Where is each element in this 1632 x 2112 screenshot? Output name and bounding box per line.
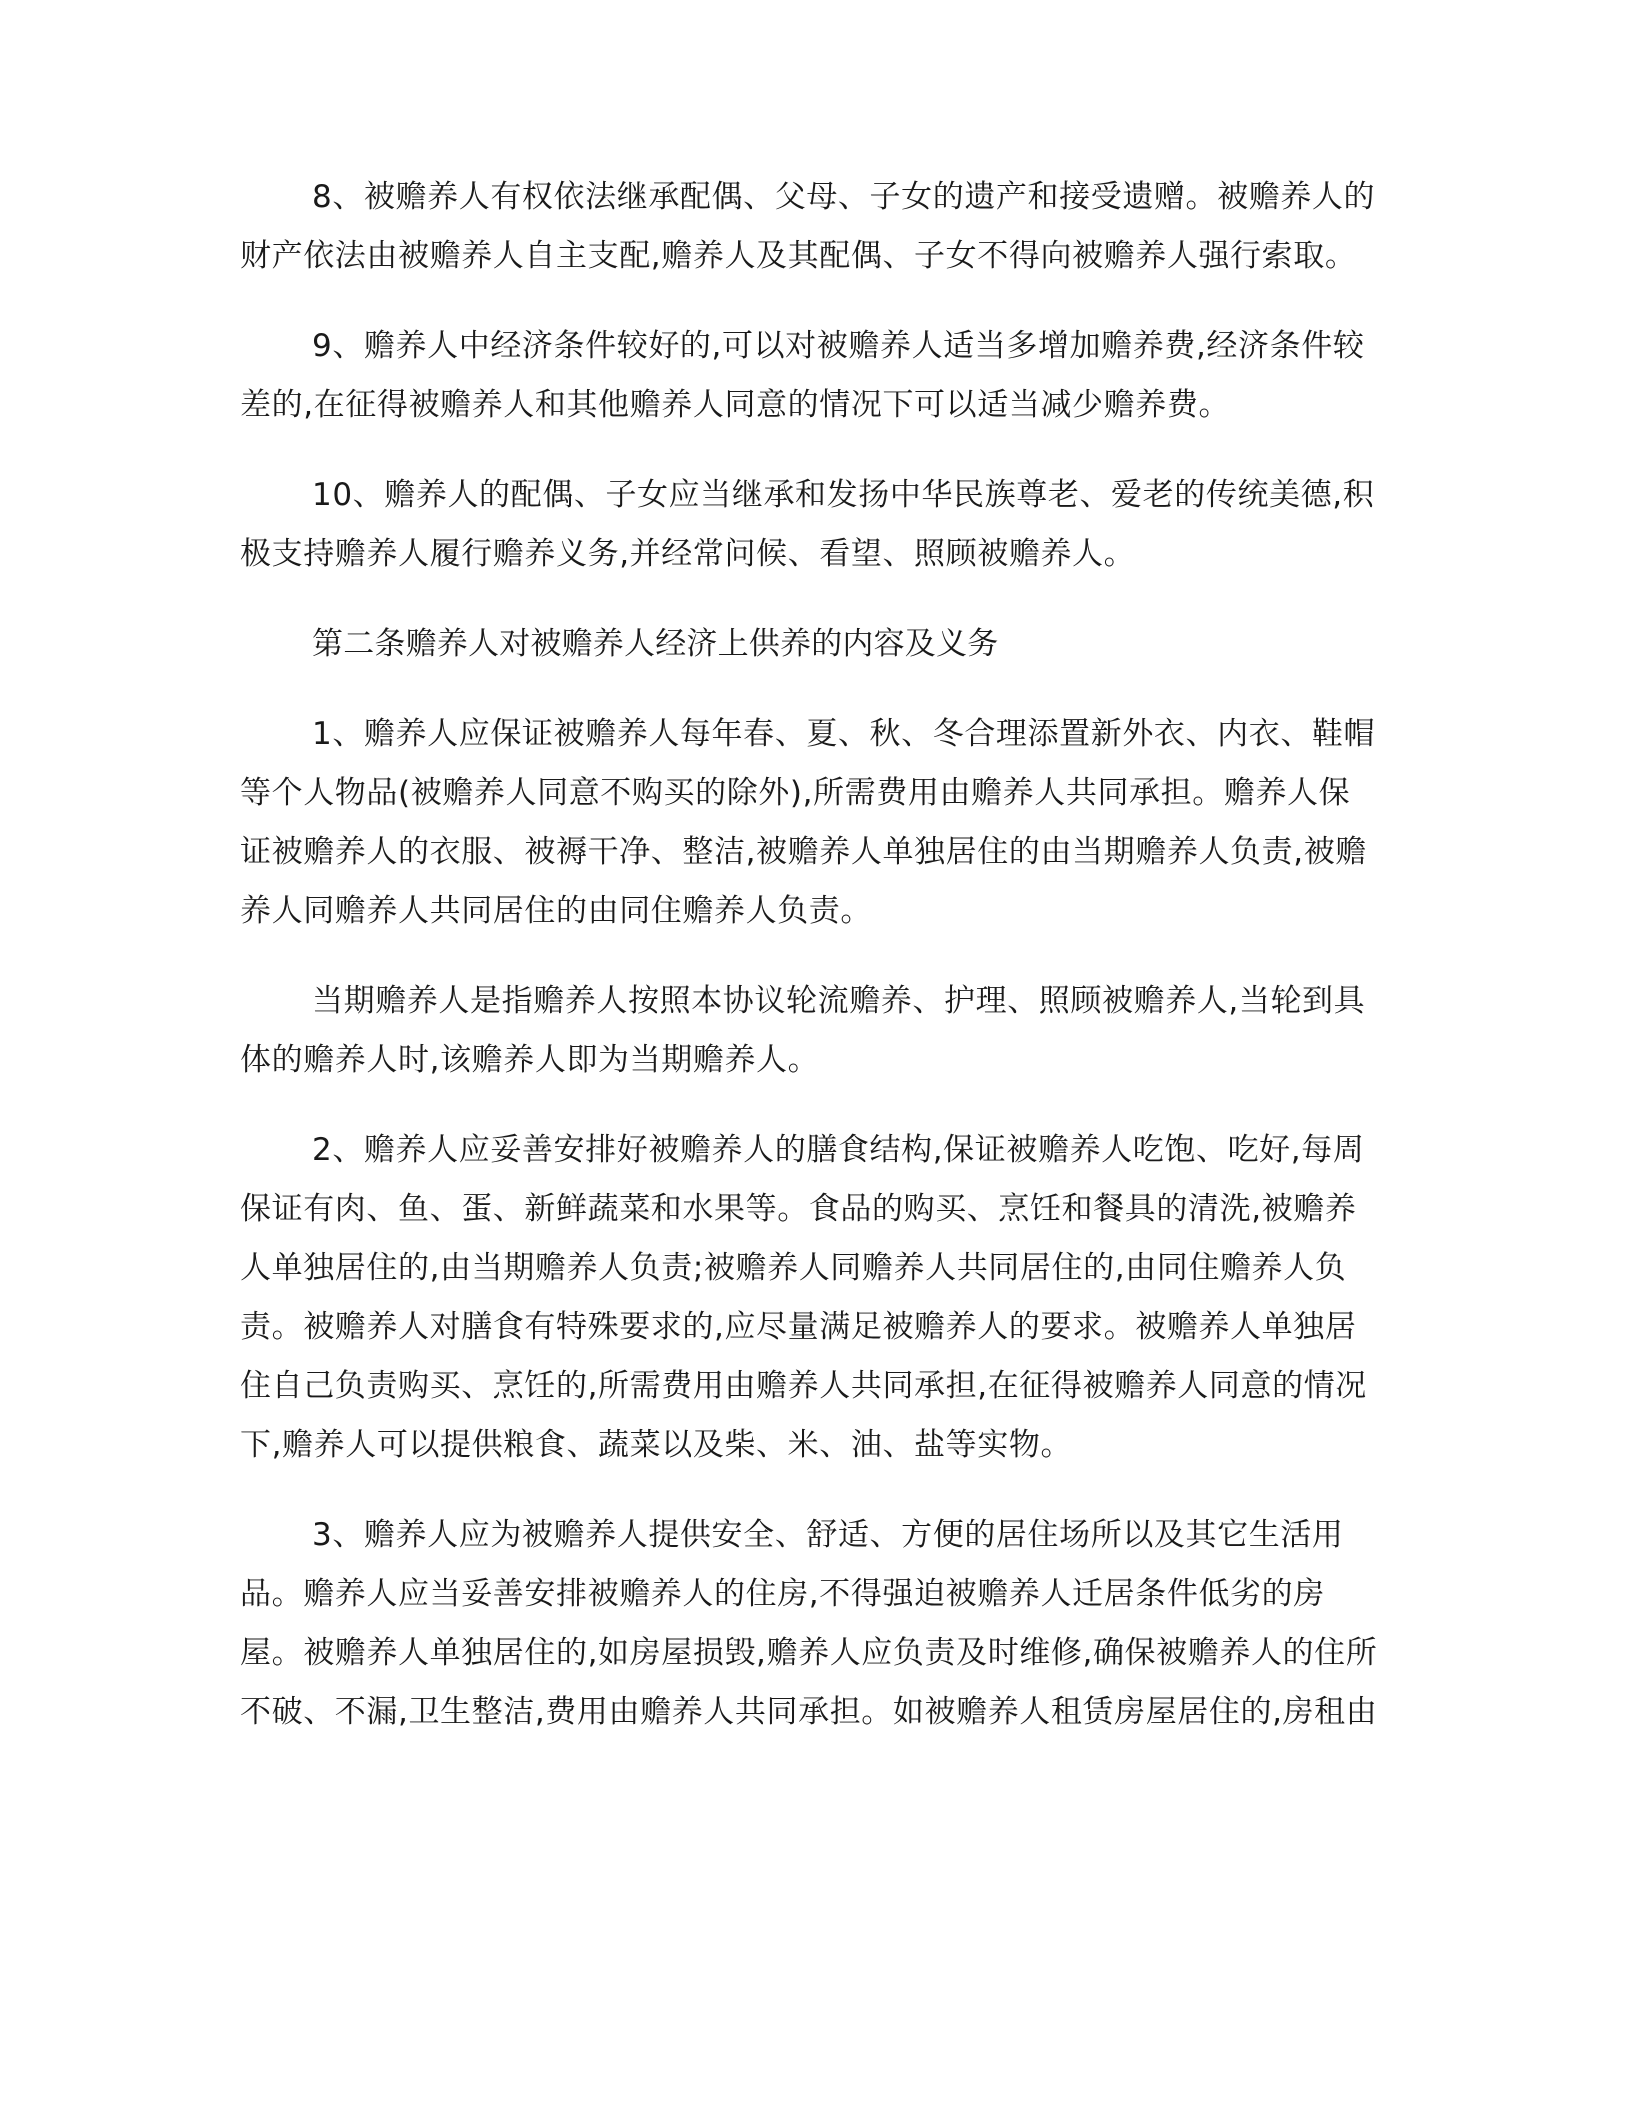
text-line: 当期赡养人是指赡养人按照本协议轮流赡养、护理、照顾被赡养人,当轮到具 (312, 983, 1366, 1019)
text-line: 等个人物品(被赡养人同意不购买的除外),所需费用由赡养人共同承担。赡养人保 (240, 775, 1351, 811)
document-page (240, 168, 1390, 1773)
text-line: 养人同赡养人共同居住的由同住赡养人负责。 (240, 893, 872, 929)
text-line: 证被赡养人的衣服、被褥干净、整洁,被赡养人单独居住的由当期赡养人负责,被赡 (240, 834, 1367, 870)
text-line: 8、被赡养人有权依法继承配偶、父母、子女的遗产和接受遗赠。被赡养人的 (312, 179, 1376, 215)
text-line: 2、赡养人应妥善安排好被赡养人的膳食结构,保证被赡养人吃饱、吃好,每周 (312, 1132, 1365, 1168)
text-line: 1、赡养人应保证被赡养人每年春、夏、秋、冬合理添置新外衣、内衣、鞋帽 (312, 716, 1376, 752)
paragraph-item-2 (240, 1121, 1390, 1475)
text-line: 财产依法由被赡养人自主支配,赡养人及其配偶、子女不得向被赡养人强行索取。 (240, 238, 1357, 274)
text-line: 品。赡养人应当妥善安排被赡养人的住房,不得强迫被赡养人迁居条件低劣的房 (240, 1576, 1325, 1612)
article-two-heading (240, 615, 1390, 674)
text-line: 差的,在征得被赡养人和其他赡养人同意的情况下可以适当减少赡养费。 (240, 387, 1231, 423)
paragraph-clause-8 (240, 168, 1390, 286)
paragraph-clause-9 (240, 317, 1390, 435)
text-line: 9、赡养人中经济条件较好的,可以对被赡养人适当多增加赡养费,经济条件较 (312, 328, 1365, 364)
paragraph-item-3 (240, 1506, 1390, 1742)
text-line: 10、赡养人的配偶、子女应当继承和发扬中华民族尊老、爱老的传统美德,积 (312, 477, 1375, 513)
text-line: 体的赡养人时,该赡养人即为当期赡养人。 (240, 1042, 820, 1078)
text-line: 极支持赡养人履行赡养义务,并经常问候、看望、照顾被赡养人。 (240, 536, 1136, 572)
text-line: 下,赡养人可以提供粮食、蔬菜以及柴、米、油、盐等实物。 (240, 1427, 1073, 1463)
text-line: 屋。被赡养人单独居住的,如房屋损毁,赡养人应负责及时维修,确保被赡养人的住所 (240, 1635, 1378, 1671)
text-line: 住自己负责购买、烹饪的,所需费用由赡养人共同承担,在征得被赡养人同意的情况 (240, 1368, 1367, 1404)
paragraph-item-1 (240, 705, 1390, 941)
text-line: 责。被赡养人对膳食有特殊要求的,应尽量满足被赡养人的要求。被赡养人单独居 (240, 1309, 1357, 1345)
text-line: 3、赡养人应为被赡养人提供安全、舒适、方便的居住场所以及其它生活用 (312, 1517, 1344, 1553)
text-line: 人单独居住的,由当期赡养人负责;被赡养人同赡养人共同居住的,由同住赡养人负 (240, 1250, 1347, 1286)
section-heading: 第二条赡养人对被赡养人经济上供养的内容及义务 (312, 626, 999, 662)
paragraph-definition (240, 972, 1390, 1090)
text-line: 保证有肉、鱼、蛋、新鲜蔬菜和水果等。食品的购买、烹饪和餐具的清洗,被赡养 (240, 1191, 1357, 1227)
text-line: 不破、不漏,卫生整洁,费用由赡养人共同承担。如被赡养人租赁房屋居住的,房租由 (240, 1694, 1378, 1730)
paragraph-clause-10 (240, 466, 1390, 584)
